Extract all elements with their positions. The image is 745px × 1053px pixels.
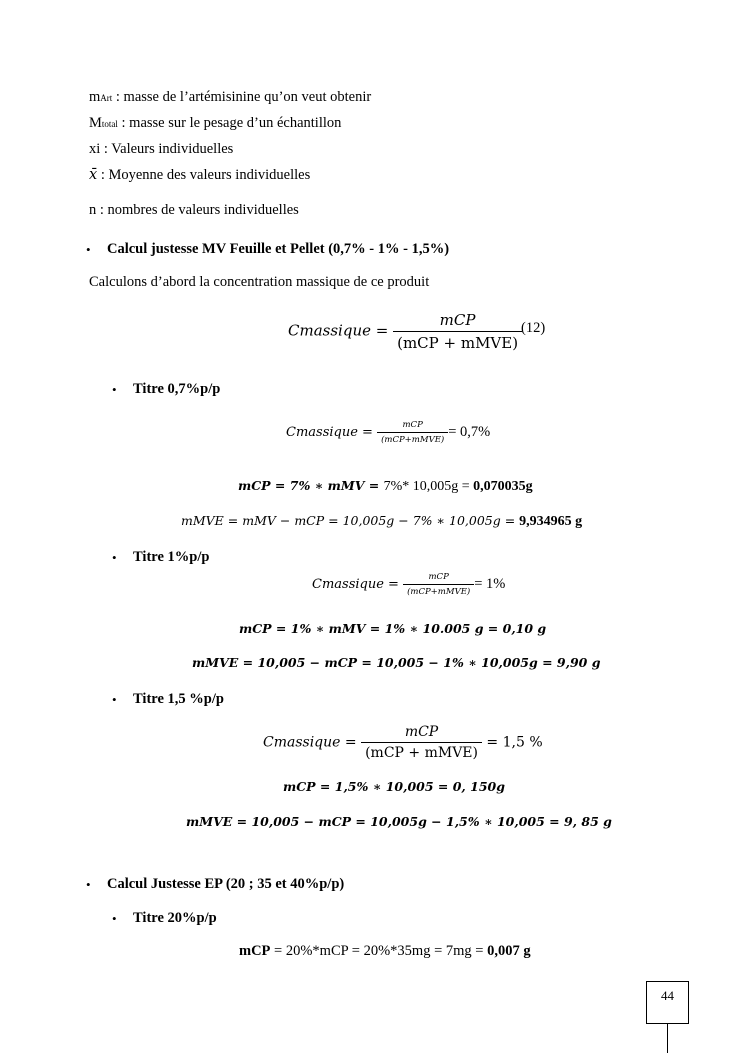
definition-text: : Valeurs individuelles [100, 141, 234, 157]
formula-lhs: Cmassique = [288, 321, 394, 340]
fraction-numerator: mCP [404, 724, 439, 740]
titre3-mmve: mMVE = 10,005 − mCP = 10,005g − 1,5% ∗ 10,005 = 9, 85 g [186, 814, 612, 829]
section-heading: Calcul Justesse EP (20 ; 35 et 40%p/p) [107, 876, 345, 892]
definition-m-total [89, 115, 341, 132]
bullet: • [86, 242, 91, 257]
mcp-result: 0,007 g [487, 943, 531, 959]
symbol-sub: total [101, 119, 118, 129]
definition-n [89, 202, 299, 219]
mmve-formula: mMVE = mMV − mCP = 10,005g − 7% ∗ 10,005g = [181, 513, 520, 528]
titre2-mmve: mMVE = 10,005 − mCP = 10,005 − 1% ∗ 10,005g = 9,90 g [192, 655, 601, 670]
definition-text: : masse de l’artémisinine qu’on veut obtenir [112, 89, 372, 105]
symbol: n [89, 202, 97, 218]
equation-lhs: Cmassique = [312, 576, 404, 592]
titre-label: Titre 1,5 %p/p [133, 691, 224, 707]
bullet: • [112, 911, 117, 926]
fraction-denominator: (mCP + mMVE) [393, 331, 522, 352]
titre2-mcp: mCP = 1% ∗ mMV = 1% ∗ 10.005 g = 0,10 g [239, 621, 547, 636]
page-number: 44 [646, 981, 689, 1024]
definition-text: : Moyenne des valeurs individuelles [97, 167, 311, 183]
definition-m-art [89, 89, 371, 106]
page-number-connector [667, 1024, 668, 1053]
titre-label: Titre 20%p/p [133, 910, 217, 926]
definition-text: : masse sur le pesage d’un échantillon [117, 115, 342, 131]
formula-12 [288, 311, 522, 352]
fraction-denominator: (mCP+mMVE) [403, 584, 474, 597]
fraction [361, 724, 482, 761]
mcp-calc: = 20%*mCP = 20%*35mg = 7mg = [270, 943, 488, 959]
equation-number: (12) [521, 320, 546, 336]
mcp-formula: mCP = 7% ∗ mMV = [238, 478, 384, 493]
mcp-result: 0,070035g [473, 479, 533, 494]
bullet: • [112, 382, 117, 397]
titre-label: Titre 1%p/p [133, 549, 210, 565]
titre3-mcp: mCP = 1,5% ∗ 10,005 = 0, 150g [283, 779, 505, 794]
fraction [403, 572, 474, 597]
bullet: • [112, 692, 117, 707]
symbol: x̄ [89, 167, 98, 183]
definition-text: : nombres de valeurs individuelles [96, 202, 299, 218]
symbol: xi [89, 141, 101, 157]
titre2-equation [312, 572, 505, 597]
mcp-calc: 7%* 10,005g = [383, 479, 474, 494]
titre1-mcp [238, 478, 533, 495]
equation-rhs: = 1,5 % [481, 734, 543, 751]
fraction-numerator: mCP [402, 420, 423, 430]
ep-mcp [239, 943, 531, 960]
bullet: • [86, 877, 91, 892]
bullet: • [112, 550, 117, 565]
equation-rhs: = 0,7% [448, 423, 491, 440]
fraction-denominator: (mCP + mMVE) [361, 742, 482, 761]
fraction-numerator: mCP [439, 311, 476, 329]
symbol: M [89, 115, 102, 131]
definition-xi [89, 141, 233, 158]
fraction [377, 420, 448, 445]
fraction [393, 311, 522, 352]
titre1-mmve [181, 513, 582, 530]
fraction-denominator: (mCP+mMVE) [377, 432, 448, 445]
definition-x-bar [89, 167, 310, 184]
equation-rhs: = 1% [474, 575, 506, 592]
titre-label: Titre 0,7%p/p [133, 381, 221, 397]
section-heading: Calcul justesse MV Feuille et Pellet (0,7% - 1% - 1,5%) [107, 241, 450, 257]
intro-text: Calculons d’abord la concentration massique de ce produit [89, 274, 430, 290]
symbol-sub: Art [100, 93, 113, 103]
mcp-label: mCP [239, 943, 271, 959]
titre1-equation [286, 420, 490, 445]
fraction-numerator: mCP [428, 572, 449, 582]
mmve-result: 9,934965 g [519, 514, 583, 529]
equation-lhs: Cmassique = [263, 734, 362, 751]
equation-lhs: Cmassique = [286, 424, 378, 440]
titre3-equation [263, 724, 543, 761]
symbol: m [89, 89, 101, 105]
